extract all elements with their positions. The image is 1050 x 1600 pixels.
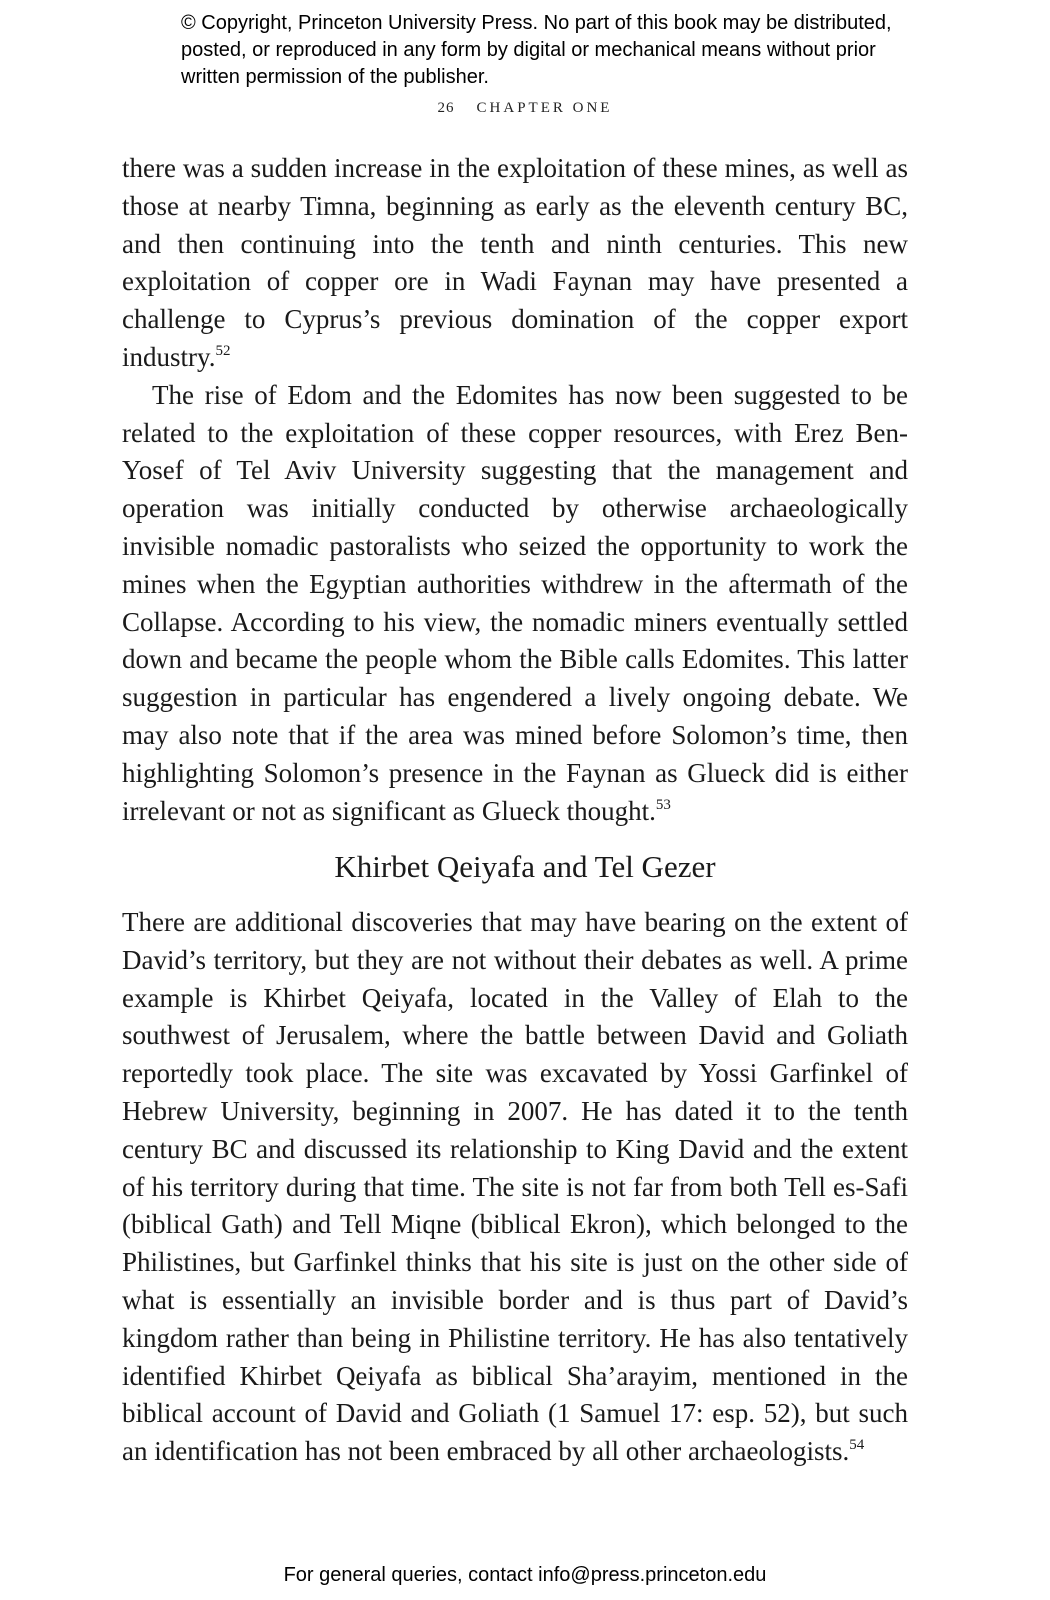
body-text-block-1 — [122, 150, 908, 830]
paragraph — [122, 904, 908, 1471]
page-number: 26 — [437, 100, 455, 116]
footnote-ref: 54 — [849, 1437, 865, 1454]
paragraph-text: There are additional discoveries that may have bearing on the extent of David’s territory, but they are not without their debates as well. A prime example is Khirbet Qeiyafa, located in the Valley of Elah to the southwest of Jerusalem, where the battle between David and Goliath reportedly took place. The site was excavated by Yossi Garfinkel of Hebrew University, beginning in 2007. He has dated it to the tenth century BC and discussed its relationship to King David and the extent of his territory during that time. The site is not far from both Tell es-Safi (biblical Gath) and Tell Miqne (biblical Ekron), which belonged to the Philistines, but Garfinkel thinks that his site is just on the other side of what is essentially an invisible border and is thus part of David’s kingdom rather than being in Philistine territory. He has also tentatively identified Khirbet Qeiyafa as biblical Sha’arayim, mentioned in the biblical account of David and Goliath (1 Samuel 17: esp. 52), but such an identification has not been embraced by all other archaeologists. — [122, 907, 908, 1467]
body-text-block-2 — [122, 904, 908, 1471]
paragraph-text: there was a sudden increase in the exploitation of these mines, as well as those at nearby Timna, beginning as early as the eleventh century BC, and then continuing into the tenth and ninth centuries. This new exploitation of copper ore in Wadi Faynan may have presented a challenge to Cyprus’s previous domination of the copper export industry. — [122, 153, 908, 372]
section-heading: Khirbet Qeiyafa and Tel Gezer — [334, 849, 716, 884]
chapter-title: CHAPTER ONE — [476, 100, 613, 116]
paragraph — [122, 377, 908, 831]
footnote-ref: 53 — [655, 796, 671, 813]
running-head — [0, 100, 1050, 117]
footer-contact: For general queries, contact info@press.princeton.edu — [283, 1564, 767, 1586]
copyright-notice: © Copyright, Princeton University Press. No part of this book may be distributed, posted, or reproduced in any form by digital or mechanical means without prior written permission of the publisher. — [181, 12, 892, 88]
paragraph — [122, 150, 908, 377]
footnote-ref: 52 — [215, 342, 231, 359]
paragraph-text: The rise of Edom and the Edomites has now been suggested to be related to the exploitation of these copper resources, with Erez Ben-Yosef of Tel Aviv University suggesting that the management and operation was initially conducted by otherwise archaeologically invisible nomadic pastoralists who seized the opportunity to work the mines when the Egyptian authorities withdrew in the aftermath of the Collapse. According to his view, the nomadic miners eventually settled down and became the people whom the Bible calls Edomites. This latter suggestion in particular has engendered a lively ongoing debate. We may also note that if the area was mined before Solomon’s time, then highlighting Solomon’s presence in the Faynan as Glueck did is either irrelevant or not as significant as Glueck thought. — [122, 379, 908, 826]
